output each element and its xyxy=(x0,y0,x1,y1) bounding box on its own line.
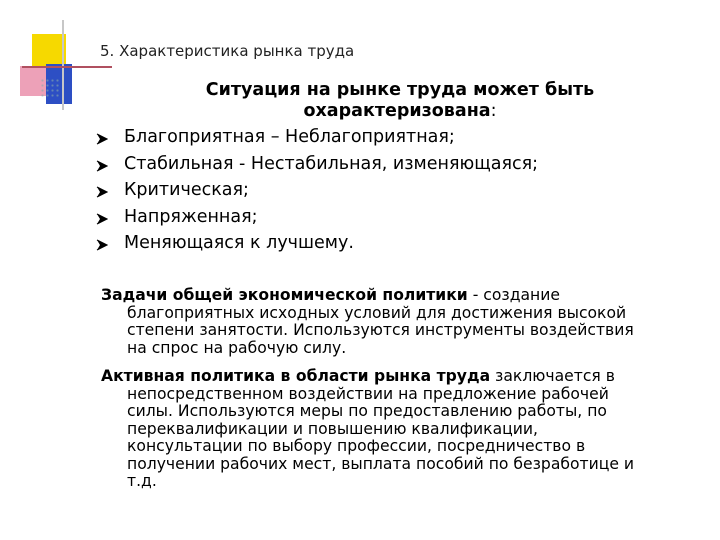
paragraph-first-tail: заключается в xyxy=(490,367,615,385)
paragraph-line: благоприятных исходных условий для достижения высокой xyxy=(127,303,627,322)
intro-heading xyxy=(180,80,620,122)
list-item xyxy=(96,124,538,151)
list-item xyxy=(96,177,538,204)
paragraph-first-line xyxy=(101,287,701,305)
dots-pattern xyxy=(40,78,60,98)
arrow-bullet-icon xyxy=(96,239,108,251)
slide-title: 5. Характеристика рынка труда xyxy=(100,42,355,60)
horizontal-rule xyxy=(22,66,112,68)
intro-line-2-colon: : xyxy=(490,101,497,121)
list-item xyxy=(96,204,538,231)
arrow-bullet-icon xyxy=(96,186,108,198)
intro-line-2 xyxy=(180,101,620,122)
list-item xyxy=(96,230,538,257)
paragraph-line: консультации по выбору профессии, посредничество в xyxy=(127,437,586,455)
paragraph-line: на спрос на рабочую силу. xyxy=(127,338,347,357)
paragraph-active-policy xyxy=(101,368,701,491)
arrow-bullet-icon xyxy=(96,160,108,172)
list-item-text: Критическая; xyxy=(124,180,249,200)
paragraph-line: силы. Используются меры по предоставлению работы, по xyxy=(127,402,607,420)
paragraph-line: степени занятости. Используются инструменты воздействия xyxy=(127,321,634,339)
paragraph-first-line xyxy=(101,368,701,386)
vertical-rule xyxy=(62,20,64,110)
yellow-square xyxy=(32,34,66,68)
list-item-text: Стабильная - Нестабильная, изменяющаяся; xyxy=(124,153,539,174)
list-item-text: Меняющаяся к лучшему. xyxy=(124,233,354,253)
paragraph-first-tail: - создание xyxy=(467,286,560,304)
arrow-bullet-icon xyxy=(96,213,108,225)
paragraph-economic-policy xyxy=(101,287,701,357)
intro-line-2-bold: охарактеризована xyxy=(303,101,491,121)
paragraph-bold-term: Задачи общей экономической политики xyxy=(101,286,468,304)
list-item-text: Благоприятная – Неблагоприятная; xyxy=(124,127,455,147)
decorative-corner-graphic xyxy=(0,0,110,110)
paragraph-line: получении рабочих мест, выплата пособий по безработице и xyxy=(127,454,635,473)
intro-line-1: Ситуация на рынке труда может быть xyxy=(205,80,595,100)
paragraph-bold-term: Активная политика в области рынка труда xyxy=(101,367,491,385)
list-item xyxy=(96,151,538,178)
paragraph-line: т.д. xyxy=(127,472,157,490)
list-item-text: Напряженная; xyxy=(124,206,258,227)
situation-list xyxy=(96,124,538,257)
paragraph-line: переквалификации и повышению квалификации, xyxy=(127,419,538,438)
paragraph-line: непосредственном воздействии на предложение рабочей xyxy=(127,384,609,403)
arrow-bullet-icon xyxy=(96,133,108,145)
